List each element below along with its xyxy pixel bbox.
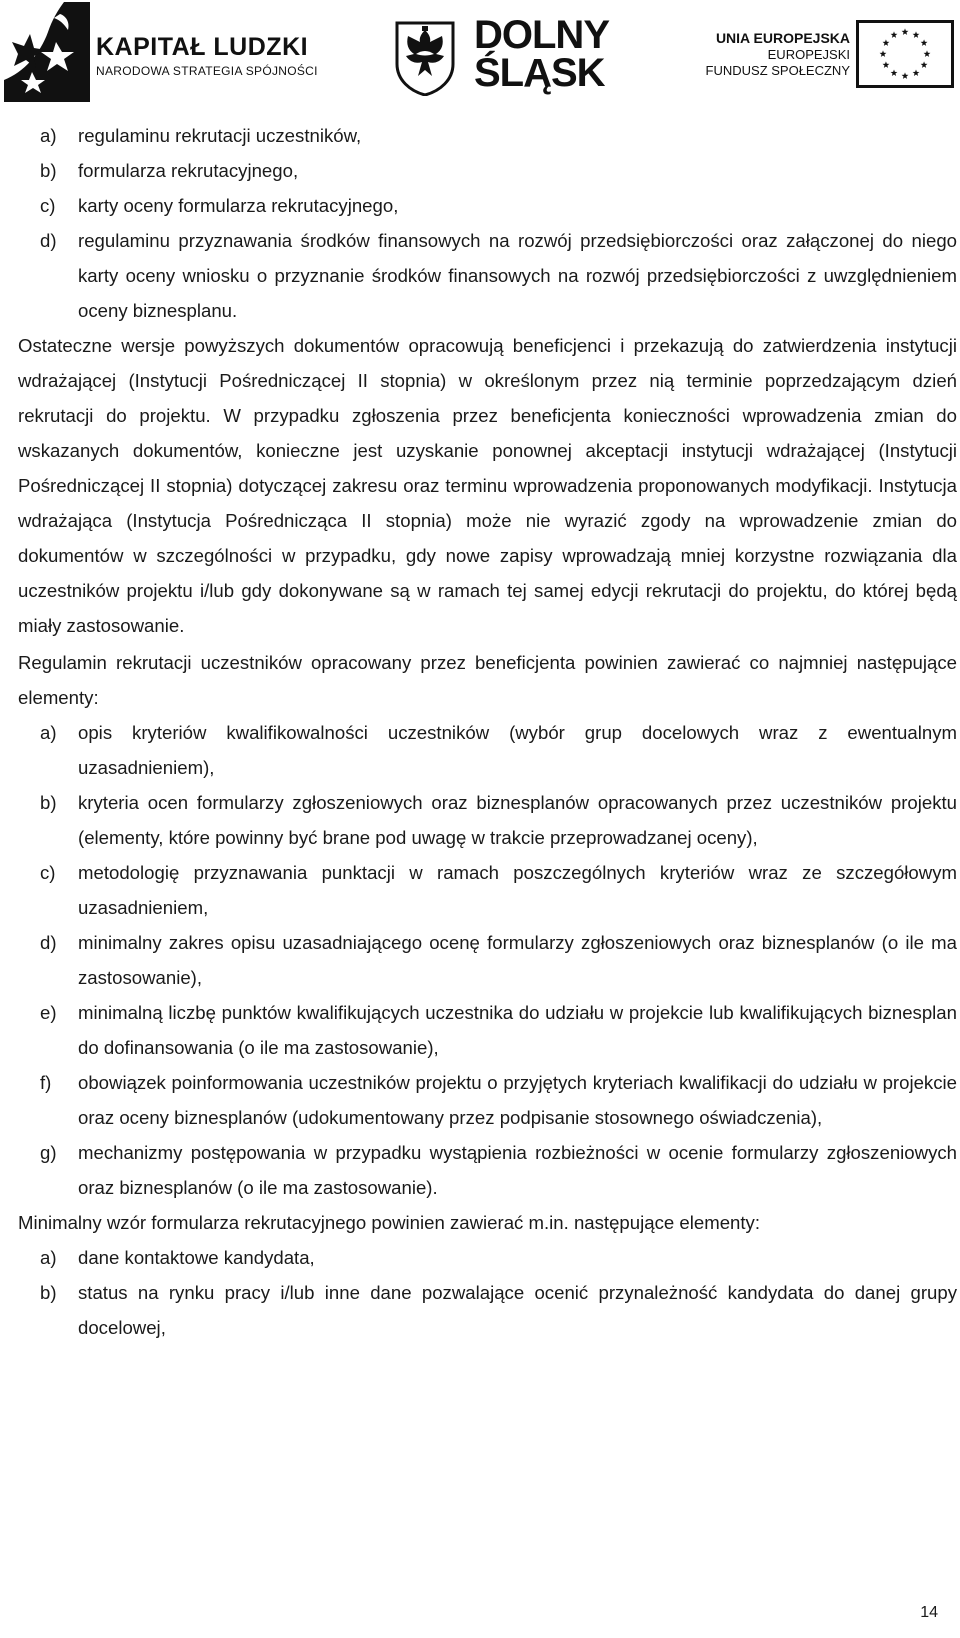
list-regulamin-elements bbox=[18, 715, 957, 1205]
list-item-text: obowiązek poinformowania uczestników projektu o przyjętych kryteriach kwalifikacji do udziału w projekcie oraz oceny biznesplanów (udokumentowany przez podpisanie stosownego oświadczenia), bbox=[78, 1072, 957, 1128]
list-item bbox=[18, 1240, 957, 1275]
list-item-label: d) bbox=[40, 932, 57, 953]
list-item bbox=[18, 715, 957, 785]
list-item-text: metodologię przyznawania punktacji w ramach poszczególnych kryteriów wraz ze szczegółowym uzasadnieniem, bbox=[78, 862, 957, 918]
list-item-text: regulaminu przyznawania środków finansowych na rozwój przedsiębiorczości oraz załączonej do niego karty oceny wniosku o przyznanie środków finansowych na rozwój przedsiębiorczości z uwzględnieniem oceny biznesplanu. bbox=[78, 230, 957, 321]
paragraph-regulamin-elements: Regulamin rekrutacji uczestników opracowany przez beneficjenta powinien zawierać co najmniej następujące elementy: bbox=[18, 652, 957, 708]
ue-wordmark bbox=[700, 30, 850, 79]
list-item bbox=[18, 1275, 957, 1345]
list-item bbox=[18, 995, 957, 1065]
list-item bbox=[18, 153, 957, 188]
list-item-label: a) bbox=[40, 1247, 57, 1268]
paragraph-form-elements: Minimalny wzór formularza rekrutacyjnego powinien zawierać m.in. następujące elementy: bbox=[18, 1212, 761, 1233]
list-item-label: b) bbox=[40, 792, 57, 813]
dolny-text: DOLNY bbox=[474, 13, 609, 57]
kapital-ludzki-subtitle: NARODOWA STRATEGIA SPÓJNOŚCI bbox=[96, 64, 318, 78]
list-item-label: c) bbox=[40, 862, 56, 883]
list-item bbox=[18, 785, 957, 855]
ue-fund-line2: FUNDUSZ SPOŁECZNY bbox=[705, 63, 850, 78]
dolny-slask-eagle-icon bbox=[394, 20, 456, 96]
list-item-text: regulaminu rekrutacji uczestników, bbox=[78, 125, 362, 146]
list-item bbox=[18, 1135, 957, 1205]
list-item bbox=[18, 118, 957, 153]
document-body bbox=[18, 118, 957, 1345]
paragraph-final-versions: Ostateczne wersje powyższych dokumentów opracowują beneficjenci i przekazują do zatwierdzenia instytucji wdrażającej (Instytucji Pośredniczącej II stopnia) w określonym przez nią terminie poprzedzającym dzień rekrutacji do projektu. W przypadku zgłoszenia przez beneficjenta konieczności wprowadzenia zmian do wskazanych dokumentów, konieczne jest uzyskanie ponownej akceptacji instytucji wdrażającej (Instytucji Pośredniczącej II stopnia) dotyczącej zakresu oraz terminu wprowadzenia proponowanych modyfikacji. Instytucja wdrażająca (Instytucja Pośrednicząca II stopnia) może nie wyrazić zgody na wprowadzenie zmian do dokumentów w szczególności w przypadku, gdy nowe zapisy wprowadzają mniej korzystne rozwiązania dla uczestników projektu i/lub gdy dokonywane są w ramach tej samej edycji rekrutacji do projektu, do której będą miały zastosowanie. bbox=[18, 335, 957, 636]
ue-fund-line1: EUROPEJSKI bbox=[767, 47, 850, 62]
slask-text: ŚLĄSK bbox=[474, 51, 605, 95]
kapital-ludzki-wordmark bbox=[96, 34, 318, 78]
list-item-label: a) bbox=[40, 722, 57, 743]
list-item bbox=[18, 925, 957, 995]
list-item-text: status na rynku pracy i/lub inne dane pozwalające ocenić przynależność kandydata do danej grupy docelowej, bbox=[78, 1282, 957, 1338]
list-item-label: g) bbox=[40, 1142, 57, 1163]
list-item-text: formularza rekrutacyjnego, bbox=[78, 160, 299, 181]
list-item-label: b) bbox=[40, 160, 57, 181]
list-item bbox=[18, 188, 957, 223]
list-item-text: dane kontaktowe kandydata, bbox=[78, 1247, 315, 1268]
list-item-text: mechanizmy postępowania w przypadku wystąpienia rozbieżności w ocenie formularzy zgłoszeniowych oraz biznesplanów (o ile ma zastosowanie). bbox=[78, 1142, 957, 1198]
list-documents bbox=[18, 118, 957, 328]
kapital-ludzki-logo-icon bbox=[4, 2, 90, 102]
list-item-label: d) bbox=[40, 230, 57, 251]
list-item-label: a) bbox=[40, 125, 57, 146]
list-item bbox=[18, 1065, 957, 1135]
page-number: 14 bbox=[920, 1604, 938, 1621]
list-form-elements bbox=[18, 1240, 957, 1345]
list-item-label: e) bbox=[40, 1002, 57, 1023]
header-logos bbox=[0, 0, 960, 104]
list-item-label: b) bbox=[40, 1282, 57, 1303]
list-item-text: karty oceny formularza rekrutacyjnego, bbox=[78, 195, 399, 216]
list-item-text: minimalny zakres opisu uzasadniającego ocenę formularzy zgłoszeniowych oraz biznesplanów (o ile ma zastosowanie), bbox=[78, 932, 957, 988]
list-item-text: minimalną liczbę punktów kwalifikujących uczestnika do udziału w projekcie lub kwalifikujących biznesplan do dofinansowania (o ile ma zastosowanie), bbox=[78, 1002, 957, 1058]
ue-title: UNIA EUROPEJSKA bbox=[715, 30, 850, 46]
list-item-text: kryteria ocen formularzy zgłoszeniowych oraz biznesplanów opracowanych przez uczestników projektu (elementy, które powinny być brane pod uwagę w trakcie przeprowadzanej oceny), bbox=[78, 792, 957, 848]
list-item bbox=[18, 223, 957, 328]
dolny-slask-wordmark bbox=[474, 13, 609, 95]
kapital-ludzki-title: KAPITAŁ LUDZKI bbox=[96, 33, 309, 61]
list-item-label: f) bbox=[40, 1072, 52, 1093]
list-item bbox=[18, 855, 957, 925]
list-item-text: opis kryteriów kwalifikowalności uczestników (wybór grup docelowych wraz z ewentualnym uzasadnieniem), bbox=[78, 722, 957, 778]
list-item-label: c) bbox=[40, 195, 56, 216]
eu-flag-icon bbox=[856, 20, 954, 88]
